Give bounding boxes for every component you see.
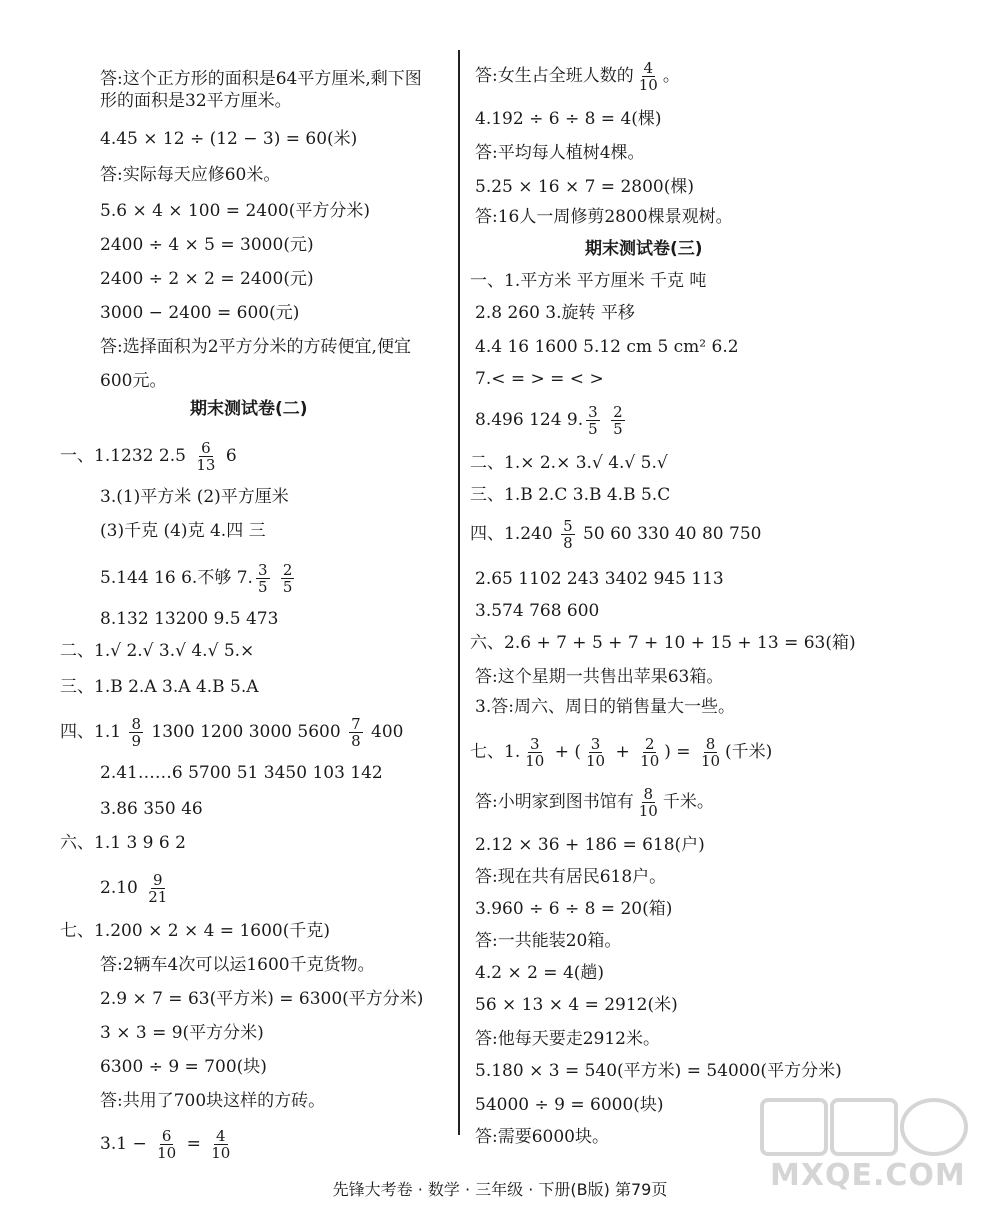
answer-line: 2.8 260 3.旋转 平移 <box>475 303 635 323</box>
fraction-numerator: 6 <box>201 439 211 457</box>
answer-line: 答:实际每天应修60米。 <box>100 165 281 185</box>
watermark-logo <box>760 1098 970 1193</box>
page-footer: 先锋大考卷 · 数学 · 三年级 · 下册(B版) 第79页 <box>332 1180 668 1199</box>
fraction <box>523 736 546 769</box>
fraction-denominator: 8 <box>563 534 573 552</box>
answer-line <box>470 736 772 769</box>
answer-line: 三、1.B 2.A 3.A 4.B 5.A <box>60 677 259 697</box>
fraction <box>637 60 660 93</box>
answer-line: 3000 − 2400 = 600(元) <box>100 303 300 323</box>
answer-line: 三、1.B 2.C 3.B 4.B 5.C <box>470 485 671 505</box>
answer-line: 七、1.200 × 2 × 4 = 1600(千克) <box>60 921 330 941</box>
fraction <box>155 1128 178 1161</box>
fraction-denominator: 10 <box>586 752 606 770</box>
answer-line: 答:平均每人植树4棵。 <box>475 143 645 163</box>
fraction-numerator: 4 <box>216 1127 226 1145</box>
answer-line: 4.4 16 1600 5.12 cm 5 cm² 6.2 <box>475 337 739 357</box>
answer-line: 3.86 350 46 <box>100 799 203 819</box>
answer-line: 3.574 768 600 <box>475 601 600 621</box>
fraction-numerator: 3 <box>530 735 540 753</box>
fraction <box>637 786 660 819</box>
answer-line <box>475 404 628 437</box>
fraction-numerator: 6 <box>161 1127 172 1145</box>
answer-line: 2.9 × 7 = 63(平方米) = 6300(平方分米) <box>100 989 424 1009</box>
fraction <box>194 440 217 473</box>
answer-line: 答:2辆车4次可以运1600千克货物。 <box>100 955 375 975</box>
answer-line <box>475 786 714 819</box>
text-segment: ) = <box>664 742 696 762</box>
section-heading: 期末测试卷(二) <box>190 399 308 419</box>
answer-line <box>100 872 172 905</box>
text-segment: 七、1. <box>470 742 521 762</box>
answer-line: 形的面积是32平方厘米。 <box>100 91 292 111</box>
answer-line: 8.132 13200 9.5 473 <box>100 609 279 629</box>
fraction-numerator: 8 <box>643 785 654 803</box>
text-segment: 。 <box>662 66 680 86</box>
answer-line: 二、1.√ 2.√ 3.√ 4.√ 5.× <box>60 641 255 661</box>
text-segment: 一、1.1232 2.5 <box>60 446 192 466</box>
answer-line: 54000 ÷ 9 = 6000(块) <box>475 1095 664 1115</box>
fraction <box>281 562 295 595</box>
fraction <box>561 518 575 551</box>
answer-line <box>475 60 680 93</box>
text-segment <box>603 410 608 430</box>
answer-line: 6300 ÷ 9 = 700(块) <box>100 1057 267 1077</box>
text-segment: 答:小明家到图书馆有 <box>475 792 634 812</box>
fraction-denominator: 9 <box>131 732 141 750</box>
answer-line: 4.192 ÷ 6 ÷ 8 = 4(棵) <box>475 109 662 129</box>
text-segment <box>273 568 278 588</box>
fraction <box>256 562 270 595</box>
answer-line: 5.6 × 4 × 100 = 2400(平方分米) <box>100 201 370 221</box>
text-segment: (千米) <box>725 742 773 762</box>
answer-line: 4.45 × 12 ÷ (12 − 3) = 60(米) <box>100 129 358 149</box>
fraction-numerator: 5 <box>563 517 573 535</box>
answer-line <box>100 1128 235 1161</box>
fraction-numerator: 2 <box>644 735 655 753</box>
fraction-numerator: 3 <box>588 403 598 421</box>
fraction-denominator: 10 <box>157 1144 177 1162</box>
watermark-circle-icon <box>900 1098 968 1156</box>
text-segment: 400 <box>365 722 404 742</box>
watermark-box-icon <box>760 1098 828 1156</box>
answer-line <box>60 440 237 473</box>
fraction-denominator: 10 <box>640 752 660 770</box>
fraction-numerator: 8 <box>131 715 141 733</box>
fraction <box>638 736 661 769</box>
answer-line: 答:共用了700块这样的方砖。 <box>100 1091 326 1111</box>
fraction <box>209 1128 232 1161</box>
answer-line <box>100 562 297 595</box>
fraction-numerator: 3 <box>590 735 601 753</box>
answer-line: 答:16人一周修剪2800棵景观树。 <box>475 207 733 227</box>
answer-line: 7.< = > = < > <box>475 369 604 389</box>
fraction-denominator: 5 <box>257 578 268 596</box>
answer-line: 56 × 13 × 4 = 2912(米) <box>475 995 678 1015</box>
fraction-denominator: 10 <box>700 752 721 770</box>
answer-line: 5.25 × 16 × 7 = 2800(棵) <box>475 177 694 197</box>
fraction-denominator: 8 <box>351 732 361 750</box>
fraction-denominator: 13 <box>196 456 216 474</box>
fraction <box>349 716 363 749</box>
answer-line: 答:现在共有居民618户。 <box>475 867 667 887</box>
fraction-numerator: 7 <box>351 715 361 733</box>
answer-line: 5.180 × 3 = 540(平方米) = 54000(平方分米) <box>475 1061 842 1081</box>
fraction-denominator: 10 <box>525 752 545 770</box>
section-heading: 期末测试卷(三) <box>585 239 703 259</box>
text-segment: + <box>610 742 636 762</box>
fraction <box>699 736 722 769</box>
fraction-denominator: 10 <box>211 1144 231 1162</box>
answer-line: 答:选择面积为2平方分米的方砖便宜,便宜 <box>100 337 411 357</box>
answer-line: 答:这个星期一共售出苹果63箱。 <box>475 667 724 687</box>
fraction <box>146 872 169 905</box>
answer-line <box>470 518 761 551</box>
answer-line: 一、1.平方米 平方厘米 千克 吨 <box>470 271 707 291</box>
answer-line: 2.12 × 36 + 186 = 618(户) <box>475 835 705 855</box>
fraction-numerator: 2 <box>613 403 623 421</box>
answer-line: 答:这个正方形的面积是64平方厘米,剩下图 <box>100 69 422 89</box>
fraction-numerator: 8 <box>705 735 716 753</box>
fraction-numerator: 9 <box>153 871 163 889</box>
answer-line: (3)千克 (4)克 4.四 三 <box>100 521 266 541</box>
fraction-denominator: 5 <box>588 420 598 438</box>
text-segment: 8.496 124 9. <box>475 410 584 430</box>
answer-line: 六、1.1 3 9 6 2 <box>60 833 186 853</box>
answer-line: 六、2.6 + 7 + 5 + 7 + 10 + 15 + 13 = 63(箱) <box>470 633 856 653</box>
fraction-numerator: 3 <box>257 561 268 579</box>
text-segment: 四、1.240 <box>470 524 559 544</box>
answer-line: 3 × 3 = 9(平方分米) <box>100 1023 264 1043</box>
fraction <box>586 404 600 437</box>
answer-line: 答:他每天要走2912米。 <box>475 1029 660 1049</box>
text-segment: 四、1.1 <box>60 722 127 742</box>
text-segment: 千米。 <box>662 792 714 812</box>
answer-line: 3.960 ÷ 6 ÷ 8 = 20(箱) <box>475 899 673 919</box>
answer-line: 答:需要6000块。 <box>475 1127 609 1147</box>
text-segment: 2.10 <box>100 878 144 898</box>
answer-line: 4.2 × 2 = 4(趟) <box>475 963 605 983</box>
text-segment: = <box>181 1134 207 1154</box>
fraction-denominator: 10 <box>638 802 658 820</box>
fraction <box>611 404 625 437</box>
fraction-numerator: 4 <box>643 59 654 77</box>
column-divider <box>458 50 460 1135</box>
fraction <box>129 716 143 749</box>
answer-line: 2.41……6 5700 51 3450 103 142 <box>100 763 383 783</box>
fraction-denominator: 10 <box>638 76 658 94</box>
watermark-text: MXQE.COM <box>770 1158 966 1193</box>
fraction-denominator: 5 <box>613 420 623 438</box>
answer-line: 2.65 1102 243 3402 945 113 <box>475 569 724 589</box>
text-segment: 答:女生占全班人数的 <box>475 66 634 86</box>
text-segment: 50 60 330 40 80 750 <box>577 524 762 544</box>
fraction-denominator: 21 <box>148 888 168 906</box>
answer-line: 2400 ÷ 2 × 2 = 2400(元) <box>100 269 314 289</box>
text-segment: 1300 1200 3000 5600 <box>146 722 347 742</box>
answer-line <box>60 716 403 749</box>
text-segment: 5.144 16 6.不够 7. <box>100 568 253 588</box>
answer-line: 2400 ÷ 4 × 5 = 3000(元) <box>100 235 314 255</box>
answer-line: 二、1.× 2.× 3.√ 4.√ 5.√ <box>470 453 668 473</box>
fraction-denominator: 5 <box>282 578 293 596</box>
fraction <box>584 736 607 769</box>
watermark-box-icon <box>830 1098 898 1156</box>
answer-line: 答:一共能装20箱。 <box>475 931 622 951</box>
answer-line: 3.答:周六、周日的销售量大一些。 <box>475 697 735 717</box>
text-segment: 3.1 − <box>100 1134 153 1154</box>
answer-line: 600元。 <box>100 371 167 391</box>
fraction-numerator: 2 <box>282 561 293 579</box>
text-segment: + ( <box>549 742 582 762</box>
text-segment: 6 <box>220 446 237 466</box>
answer-line: 3.(1)平方米 (2)平方厘米 <box>100 487 289 507</box>
